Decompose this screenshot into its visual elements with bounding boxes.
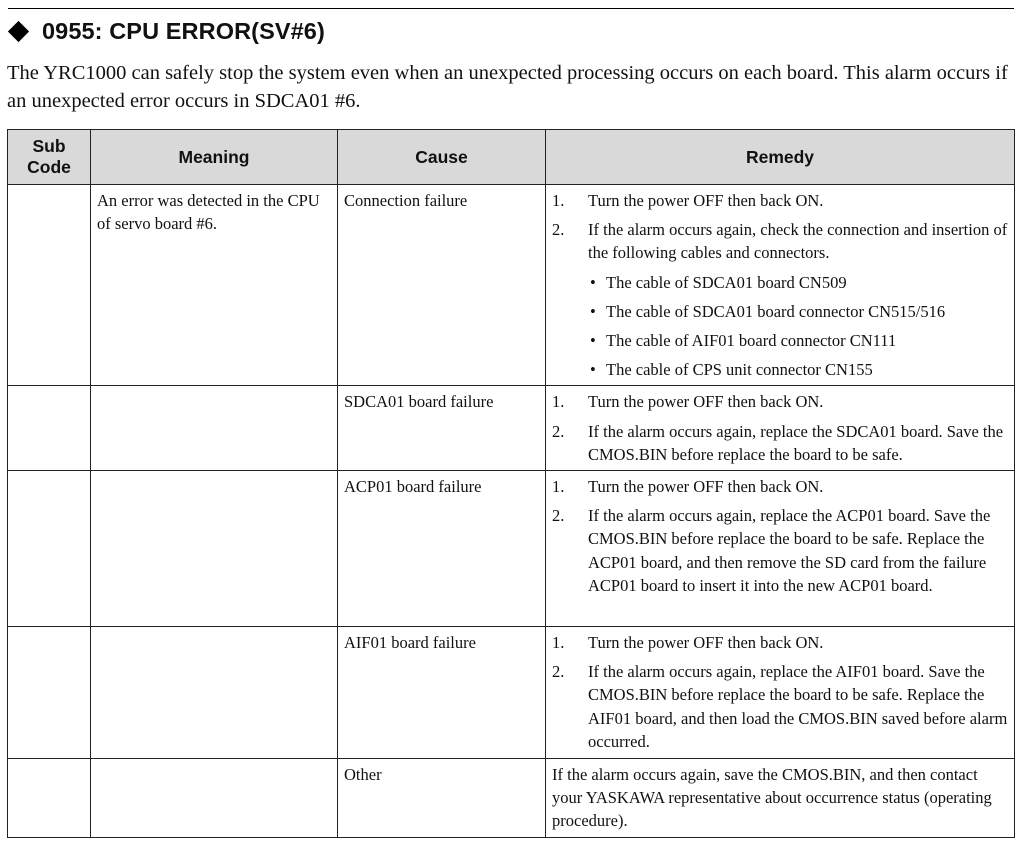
table-row	[8, 471, 1015, 627]
remedy-step	[552, 390, 1008, 413]
step-number: 1.	[552, 392, 565, 412]
list-item-text: The cable of CPS unit connector CN155	[606, 360, 873, 380]
table-header-row	[8, 130, 1015, 185]
remedy-step	[552, 189, 1008, 212]
remedy-cell	[546, 627, 1015, 759]
header-sub-code	[8, 130, 91, 185]
table-row	[8, 386, 1015, 471]
list-item	[588, 271, 1008, 294]
sub-code-cell	[8, 386, 91, 471]
bullet-icon: •	[590, 331, 596, 351]
alarm-title: 0955: CPU ERROR(SV#6)	[42, 17, 325, 44]
step-text: If the alarm occurs again, replace the SDCA01 board. Save the CMOS.BIN before replace the board to be safe.	[588, 421, 1004, 464]
bullet-icon: •	[590, 301, 596, 321]
top-rule	[8, 8, 1014, 9]
step-text: Turn the power OFF then back ON.	[588, 191, 824, 210]
header-sub-code-line1: Sub	[32, 136, 66, 156]
intro-paragraph: The YRC1000 can safely stop the system even when an unexpected processing occurs on each board. This alarm occurs if an unexpected error occurs in SDCA01 #6.	[7, 62, 1008, 112]
remedy-step	[552, 660, 1008, 753]
cause-cell: AIF01 board failure	[338, 627, 546, 759]
step-text: If the alarm occurs again, replace the AIF01 board. Save the CMOS.BIN before replace the board to be safe. Replace the AIF01 board, and then load the CMOS.BIN saved before alarm occurred.	[588, 662, 1008, 751]
step-text: If the alarm occurs again, check the connection and insertion of the following cables and connectors.	[588, 220, 1008, 263]
header-sub-code-line2: Code	[27, 157, 71, 177]
step-text: If the alarm occurs again, replace the ACP01 board. Save the CMOS.BIN before replace the board to be safe. Replace the ACP01 board, and then remove the SD card from the failure ACP01 board to insert it into the new ACP01 board.	[588, 506, 991, 595]
remedy-steps	[552, 390, 1008, 466]
remedy-step	[552, 420, 1008, 466]
remedy-step	[552, 504, 1008, 597]
cause-cell: ACP01 board failure	[338, 471, 546, 627]
step-text: Turn the power OFF then back ON.	[588, 392, 824, 412]
remedy-cell	[546, 185, 1015, 386]
remedy-steps	[552, 189, 1008, 381]
alarm-table	[7, 129, 1015, 838]
diamond-bullet-icon	[8, 20, 29, 41]
bullet-icon: •	[590, 272, 596, 292]
remedy-cell	[546, 471, 1015, 627]
sub-code-cell	[8, 627, 91, 759]
cause-cell: Other	[338, 759, 546, 838]
meaning-cell	[91, 386, 338, 471]
bullet-icon: •	[590, 360, 596, 380]
list-item-text: The cable of AIF01 board connector CN111	[606, 331, 897, 351]
step-number: 2.	[552, 421, 565, 441]
step-number: 2.	[552, 506, 565, 526]
remedy-step	[552, 475, 1008, 498]
alarm-heading	[8, 16, 325, 46]
header-cause: Cause	[338, 130, 546, 185]
list-item	[588, 358, 1008, 381]
remedy-step	[552, 218, 1008, 381]
cable-list	[588, 271, 1008, 382]
remedy-cell: If the alarm occurs again, save the CMOS.BIN, and then contact your YASKAWA representative about occurrence status (operating procedure).	[546, 759, 1015, 838]
step-number: 1.	[552, 191, 565, 210]
table-row	[8, 759, 1015, 838]
meaning-text: An error was detected in the CPU of servo board #6.	[97, 191, 320, 234]
list-item-text: The cable of SDCA01 board CN509	[606, 272, 847, 292]
list-item	[588, 300, 1008, 323]
step-number: 2.	[552, 662, 565, 682]
meaning-cell	[91, 471, 338, 627]
step-text: Turn the power OFF then back ON.	[588, 633, 824, 653]
sub-code-cell	[8, 759, 91, 838]
remedy-steps	[552, 475, 1008, 597]
remedy-steps	[552, 631, 1008, 753]
step-text: Turn the power OFF then back ON.	[588, 477, 824, 497]
cause-cell: SDCA01 board failure	[338, 386, 546, 471]
step-number: 1.	[552, 633, 565, 653]
table-row	[8, 627, 1015, 759]
list-item-text: The cable of SDCA01 board connector CN515/516	[606, 301, 946, 321]
sub-code-cell	[8, 185, 91, 386]
table-row	[8, 185, 1015, 386]
meaning-cell	[91, 627, 338, 759]
step-number: 2.	[552, 220, 565, 240]
list-item	[588, 329, 1008, 352]
header-meaning: Meaning	[91, 130, 338, 185]
remedy-cell	[546, 386, 1015, 471]
meaning-cell	[91, 185, 338, 386]
meaning-cell	[91, 759, 338, 838]
sub-code-cell	[8, 471, 91, 627]
step-number: 1.	[552, 477, 565, 497]
header-remedy: Remedy	[546, 130, 1015, 185]
cause-cell: Connection failure	[338, 185, 546, 386]
remedy-step	[552, 631, 1008, 654]
